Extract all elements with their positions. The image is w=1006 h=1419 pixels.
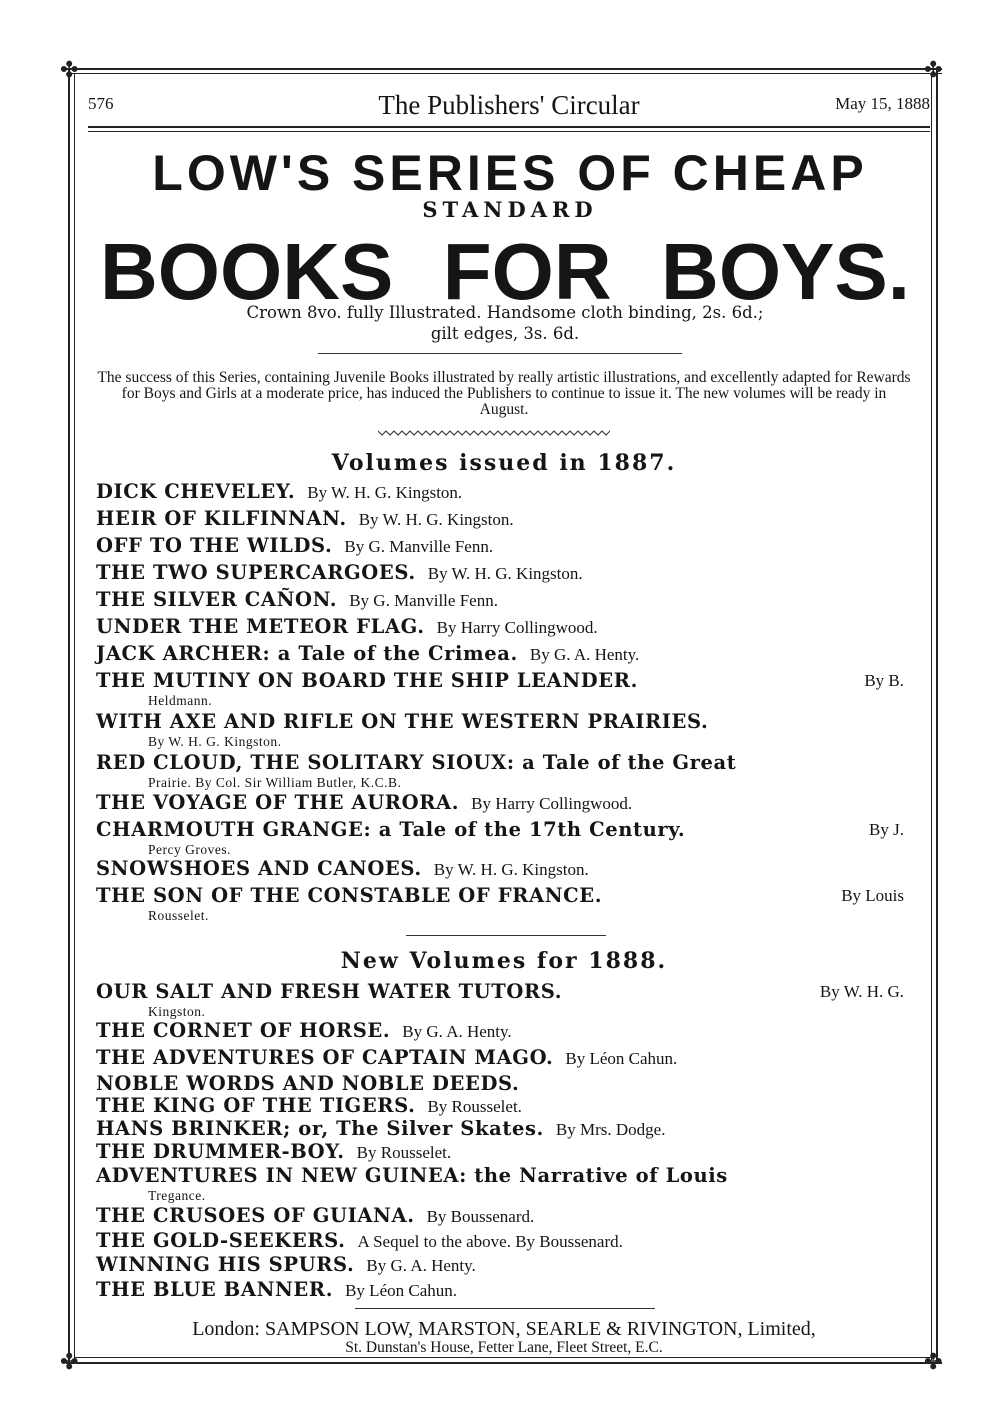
book-entry [96,883,904,922]
book-continuation: Rousselet. [148,908,209,923]
publisher-line: London: SAMPSON LOW, MARSTON, SEARLE & RIVINGTON, Limited, [192,1318,816,1340]
book-entry [96,1045,904,1073]
book-byline: By W. H. G. [819,982,904,1001]
section-divider [406,935,606,936]
book-title: THE GOLD-SEEKERS. [96,1229,346,1252]
title-word-for: FOR [442,227,612,316]
book-entry [96,641,904,669]
publisher-address: St. Dunstan's House, Fetter Lane, Fleet Street, E.C. [345,1339,663,1356]
book-entry-line [96,587,904,615]
book-byline: By W. H. G. Kingston. [307,483,463,502]
book-title: WITH AXE AND RIFLE ON THE WESTERN PRAIRIES. [96,710,709,733]
book-continuation: Tregance. [148,1188,206,1203]
book-entry-line [96,979,904,1005]
book-entry-line [96,506,904,534]
bottom-border-rule [66,1362,942,1364]
book-entry [96,1018,904,1046]
book-byline: A Sequel to the above. By Boussenard. [357,1232,623,1251]
issue-date: May 15, 1888 [835,94,930,113]
book-entry [96,1163,904,1202]
book-byline: By G. Manville Fenn. [349,591,498,610]
section-heading-1888: New Volumes for 1888. [340,948,668,974]
book-continuation: Percy Groves. [148,842,231,857]
left-border-rule-inner [74,74,75,1360]
book-title: THE SON OF THE CONSTABLE OF FRANCE. [96,884,603,907]
book-byline: By Harry Collingwood. [436,618,598,637]
book-byline: By Harry Collingwood. [471,794,633,813]
top-border-rule [66,68,942,70]
book-title: HEIR OF KILFINNAN. [96,507,347,530]
book-entry [96,709,904,748]
header-rule-thin [88,131,930,132]
book-entry-line [96,641,904,669]
book-title: CHARMOUTH GRANGE: a Tale of the 17th Century. [96,818,686,841]
book-entry-line [96,560,904,588]
book-entry-line [96,817,904,843]
book-entry-line [96,1252,904,1280]
book-entry-line [96,1018,904,1046]
book-byline: By Mrs. Dodge. [555,1120,666,1139]
book-title: THE VOYAGE OF THE AURORA. [96,791,460,814]
corner-ornament-icon: ✤ [60,1350,79,1375]
book-title: THE ADVENTURES OF CAPTAIN MAGO. [96,1046,554,1069]
book-entry [96,979,904,1018]
title-word-books: BOOKS [100,227,394,316]
book-entry-line [96,856,904,884]
book-title: THE TWO SUPERCARGOES. [96,561,416,584]
book-byline: By J. [869,820,904,839]
book-title: DICK CHEVELEY. [96,480,296,503]
book-title: THE BLUE BANNER. [96,1278,334,1301]
book-entry [96,1252,904,1280]
wavy-divider [378,428,610,438]
book-title: SNOWSHOES AND CANOES. [96,857,422,880]
book-byline: By Léon Cahun. [565,1049,678,1068]
book-entry-line [96,750,904,776]
book-title: THE SILVER CAÑON. [96,588,338,611]
book-byline: By Rousselet. [356,1143,452,1162]
book-byline: By W. H. G. Kingston. [433,860,589,879]
top-border-rule-inner [66,73,942,74]
subtitle-divider [318,353,682,354]
book-entry [96,614,904,642]
book-entry [96,668,904,707]
book-entry-line [96,533,904,561]
book-continuation: Heldmann. [148,693,213,708]
advert-title-line2: STANDARD [422,197,598,222]
book-entry [96,560,904,588]
book-byline: By G. Manville Fenn. [344,537,494,556]
book-byline: By W. H. G. Kingston. [358,510,514,529]
book-title: UNDER THE METEOR FLAG. [96,615,425,638]
book-entry [96,750,904,789]
book-title: THE CRUSOES OF GUIANA. [96,1204,415,1227]
subtitle-line2: gilt edges, 3s. 6d. [430,324,580,343]
book-byline: By G. A. Henty. [529,645,640,664]
header-rule [88,126,930,128]
intro-paragraph: The success of this Series, containing Juvenile Books illustrated by really artistic illustrations, and excellently adapted for Rewards for Boys and Girls at a moderate price, has induced the Publishers to continue to issue it. The new volumes will be ready in August. [97,369,911,418]
book-entry [96,817,904,856]
book-title: THE KING OF THE TIGERS. [96,1094,416,1117]
advert-title-line1: LOW'S SERIES OF CHEAP [152,145,868,201]
book-title: OUR SALT AND FRESH WATER TUTORS. [96,980,563,1003]
book-continuation: By W. H. G. Kingston. [148,734,282,749]
bottom-border-rule-inner [74,1357,932,1358]
book-title: HANS BRINKER; or, The Silver Skates. [96,1117,544,1140]
book-byline: By B. [864,671,904,690]
book-entry [96,479,904,507]
book-byline: By Boussenard. [426,1207,535,1226]
book-entry-line [96,883,904,909]
book-entry [96,1277,904,1305]
corner-ornament-icon: ✤ [924,58,943,83]
book-title: THE CORNET OF HORSE. [96,1019,391,1042]
left-border-rule [68,68,70,1364]
corner-ornament-icon: ✤ [60,58,79,83]
book-byline: By W. H. G. Kingston. [427,564,583,583]
book-entry-line [96,709,904,735]
book-continuation: Kingston. [148,1004,206,1019]
book-title: WINNING HIS SPURS. [96,1253,355,1276]
book-title: JACK ARCHER: a Tale of the Crimea. [96,642,518,665]
book-entry-line [96,1277,904,1305]
page-number: 576 [88,94,114,113]
book-entry-line [96,1203,904,1231]
book-entry [96,856,904,884]
book-title: THE DRUMMER-BOY. [96,1140,345,1163]
book-continuation: Prairie. By Col. Sir William Butler, K.C.B. [148,775,402,790]
book-title: NOBLE WORDS AND NOBLE DEEDS. [96,1072,520,1095]
book-byline: By G. A. Henty. [366,1256,476,1275]
advert-subtitle [100,302,910,344]
book-entry-line [96,790,904,818]
book-entry [96,533,904,561]
book-entry [96,1203,904,1231]
footer-divider [355,1308,655,1309]
book-entry-line [96,1045,904,1073]
title-word-boys: BOYS. [661,227,910,316]
book-title: THE MUTINY ON BOARD THE SHIP LEANDER. [96,669,638,692]
book-entry-line [96,1163,904,1189]
subtitle-line1: Crown 8vo. fully Illustrated. Handsome cloth binding, 2s. 6d.; [246,303,764,322]
book-entry [96,587,904,615]
right-border-rule [936,68,938,1364]
journal-title: The Publishers' Circular [378,90,640,120]
book-title: RED CLOUD, THE SOLITARY SIOUX: a Tale of the Great [96,751,737,774]
book-entry-line [96,479,904,507]
book-entry [96,506,904,534]
book-byline: By Louis [841,886,904,905]
book-title: ADVENTURES IN NEW GUINEA: the Narrative of Louis [96,1164,728,1187]
book-entry-line [96,614,904,642]
section-heading-1887: Volumes issued in 1887. [331,450,677,476]
book-entry [96,790,904,818]
book-byline: By Rousselet. [427,1097,522,1116]
book-entry-line [96,668,904,694]
right-border-rule-inner [931,74,932,1360]
book-title: OFF TO THE WILDS. [96,534,333,557]
running-header [88,90,930,122]
book-byline: By G. A. Henty. [402,1022,512,1041]
book-byline: By Léon Cahun. [345,1281,457,1300]
corner-ornament-icon: ✤ [924,1350,943,1375]
